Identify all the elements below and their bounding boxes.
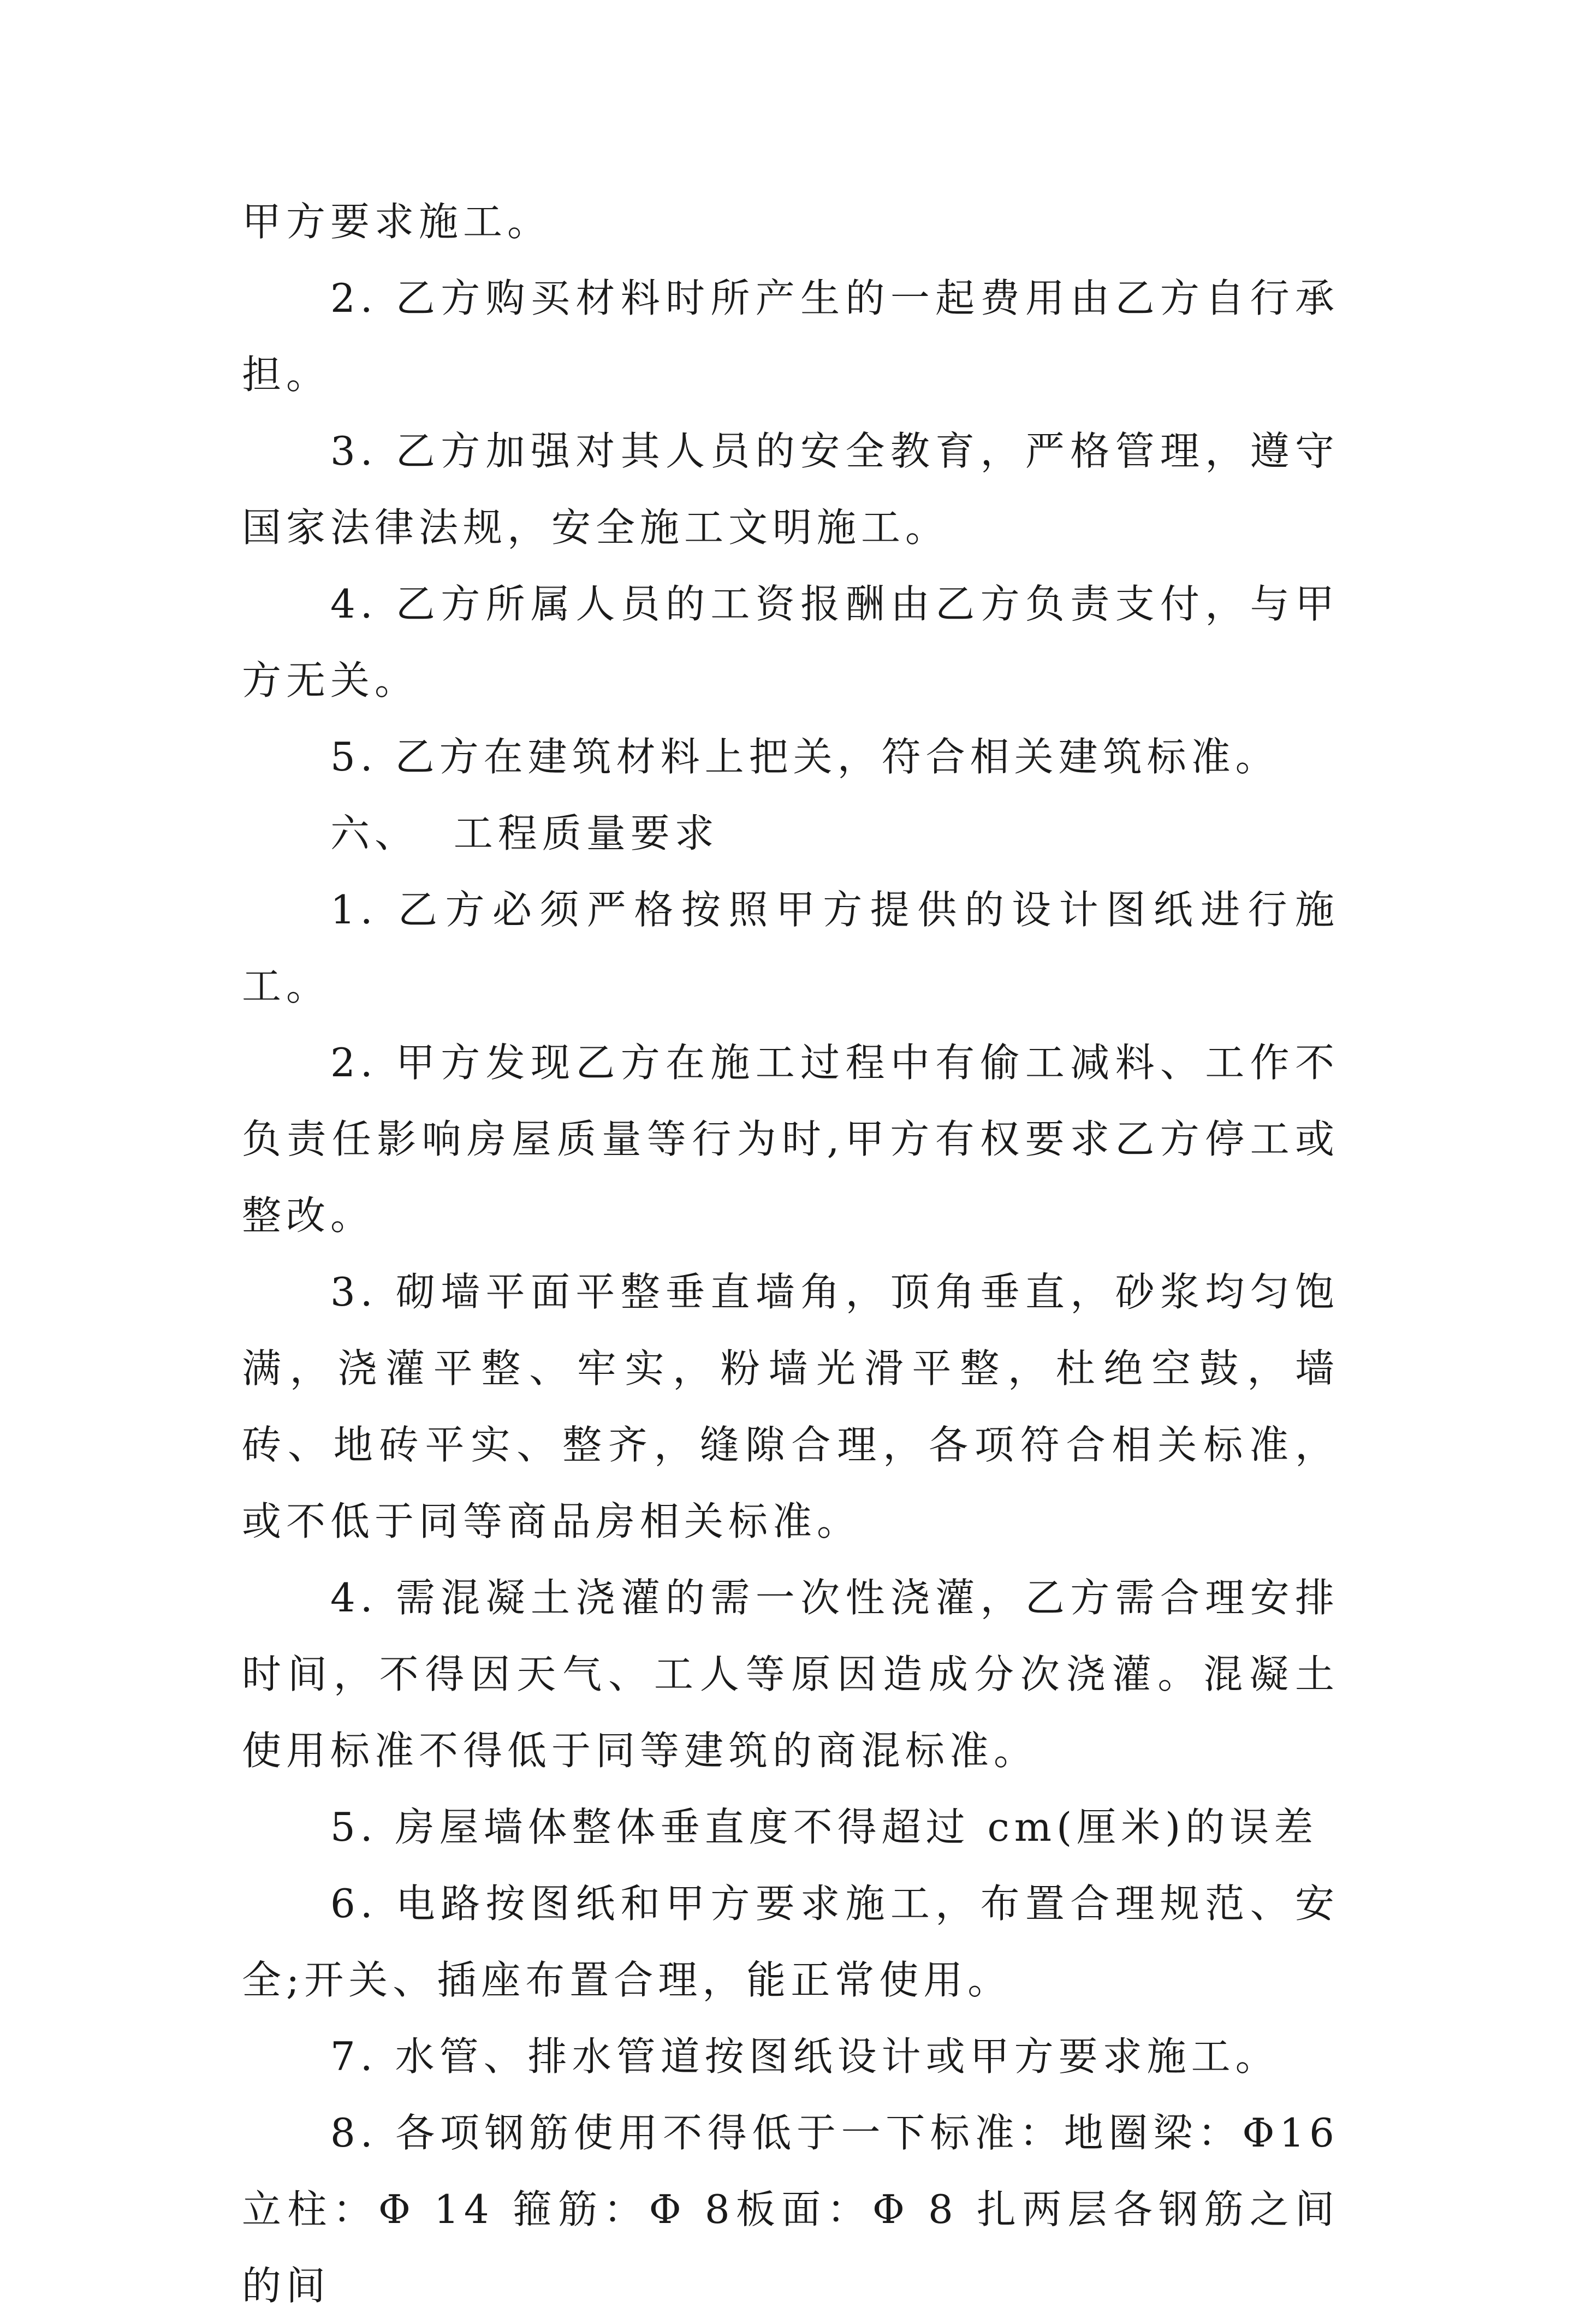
paragraph-quality-1: 1. 乙方必须严格按照甲方提供的设计图纸进行施工。 bbox=[242, 887, 1339, 1009]
document-body bbox=[242, 183, 1357, 2324]
paragraph-continuation: 甲方要求施工。 bbox=[242, 199, 552, 245]
paragraph-item-4-wages: 4. 乙方所属人员的工资报酬由乙方负责支付，与甲方无关。 bbox=[242, 581, 1339, 703]
paragraph-item-2-material-costs: 2. 乙方购买材料时所产生的一起费用由乙方自行承担。 bbox=[242, 275, 1339, 398]
paragraph-quality-6: 6. 电路按图纸和甲方要求施工，布置合理规范、安全;开关、插座布置合理，能正常使用。 bbox=[242, 1881, 1339, 2003]
section-heading-quality: 六、 工程质量要求 bbox=[330, 810, 719, 856]
paragraph-quality-5: 5. 房屋墙体整体垂直度不得超过 cm(厘米)的误差 bbox=[330, 1804, 1318, 1850]
paragraph-quality-3: 3. 砌墙平面平整垂直墙角，顶角垂直，砂浆均匀饱满，浇灌平整、牢实，粉墙光滑平整，杜绝空鼓，墙砖、地砖平实、整齐，缝隙合理，各项符合相关标准，或不低于同等商品房相关标准。 bbox=[242, 1269, 1339, 1544]
paragraph-quality-2: 2. 甲方发现乙方在施工过程中有偷工减料、工作不负责任影响房屋质量等行为时,甲方有权要求乙方停工或整改。 bbox=[242, 1040, 1339, 1238]
paragraph-quality-7: 7. 水管、排水管道按图纸设计或甲方要求施工。 bbox=[330, 2034, 1280, 2079]
paragraph-quality-8: 8. 各项钢筋使用不得低于一下标准：地圈梁：Φ16 立柱：Φ 14 箍筋：Φ 8板面：Φ 8 扎两层各钢筋之间的间 bbox=[242, 2110, 1357, 2309]
paragraph-item-5-materials: 5. 乙方在建筑材料上把关，符合相关建筑标准。 bbox=[330, 734, 1280, 780]
paragraph-item-3-safety-education: 3. 乙方加强对其人员的安全教育，严格管理，遵守国家法律法规，安全施工文明施工。 bbox=[242, 428, 1339, 550]
paragraph-quality-4: 4. 需混凝土浇灌的需一次性浇灌，乙方需合理安排时间，不得因天气、工人等原因造成分次浇灌。混凝土使用标准不得低于同等建筑的商混标准。 bbox=[242, 1575, 1339, 1774]
